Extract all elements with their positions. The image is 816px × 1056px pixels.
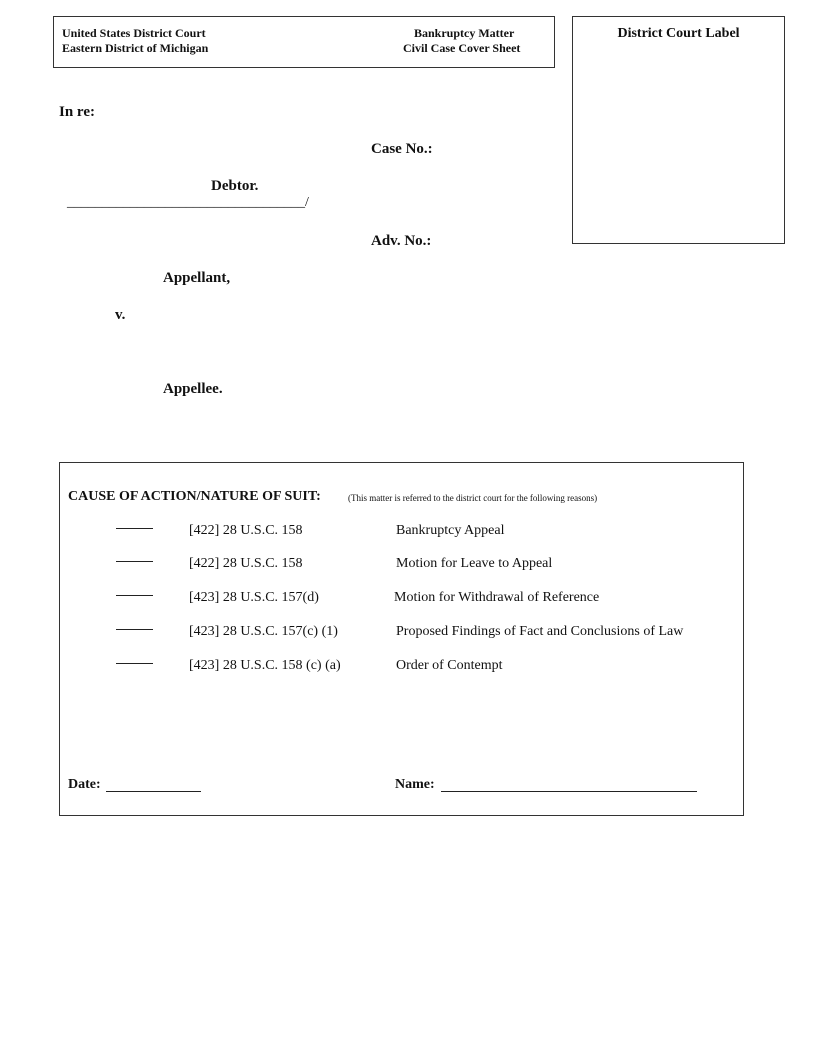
cause-code: [422] 28 U.S.C. 158 xyxy=(189,523,303,538)
cause-code: [423] 28 U.S.C. 157(c) (1) xyxy=(189,624,338,639)
court-name: United States District Court xyxy=(62,26,206,40)
cause-checkbox-blank[interactable] xyxy=(116,595,153,596)
court-header-box xyxy=(53,16,555,68)
cause-row xyxy=(60,624,743,644)
cause-description: Motion for Leave to Appeal xyxy=(396,556,553,571)
versus-label: v. xyxy=(115,307,126,323)
adversary-number-label: Adv. No.: xyxy=(371,233,432,249)
district-court-label-box[interactable] xyxy=(572,16,785,244)
name-label: Name: xyxy=(395,777,435,792)
court-district: Eastern District of Michigan xyxy=(62,41,209,55)
form-title: Civil Case Cover Sheet xyxy=(403,41,521,55)
name-field[interactable] xyxy=(441,791,697,792)
cause-description: Order of Contempt xyxy=(396,658,503,673)
date-field[interactable] xyxy=(106,791,201,792)
cause-row xyxy=(60,590,743,610)
cause-checkbox-blank[interactable] xyxy=(116,561,153,562)
cause-checkbox-blank[interactable] xyxy=(116,629,153,630)
cause-code: [423] 28 U.S.C. 158 (c) (a) xyxy=(189,658,341,673)
cause-checkbox-blank[interactable] xyxy=(116,663,153,664)
cause-row xyxy=(60,523,743,543)
debtor-label: Debtor. xyxy=(211,178,259,194)
cause-description: Proposed Findings of Fact and Conclusions of Law xyxy=(396,624,684,639)
appellee-label: Appellee. xyxy=(163,381,223,397)
cause-code: [423] 28 U.S.C. 157(d) xyxy=(189,590,319,605)
cause-of-action-title: CAUSE OF ACTION/NATURE OF SUIT: xyxy=(68,489,321,504)
cause-row xyxy=(60,658,743,678)
in-re-label: In re: xyxy=(59,104,95,120)
cause-row xyxy=(60,556,743,576)
date-label: Date: xyxy=(68,777,101,792)
district-court-label-title: District Court Label xyxy=(617,26,740,41)
cause-of-action-box xyxy=(59,462,744,816)
case-number-label: Case No.: xyxy=(371,141,433,157)
matter-type: Bankruptcy Matter xyxy=(414,26,515,40)
cause-description: Motion for Withdrawal of Reference xyxy=(394,590,600,605)
debtor-signature-line[interactable]: __________________________________/ xyxy=(67,195,309,210)
cause-code: [422] 28 U.S.C. 158 xyxy=(189,556,303,571)
appellant-label: Appellant, xyxy=(163,270,231,286)
cause-of-action-note: (This matter is referred to the district court for the following reasons) xyxy=(348,493,598,503)
cause-description: Bankruptcy Appeal xyxy=(396,523,505,538)
cause-checkbox-blank[interactable] xyxy=(116,528,153,529)
